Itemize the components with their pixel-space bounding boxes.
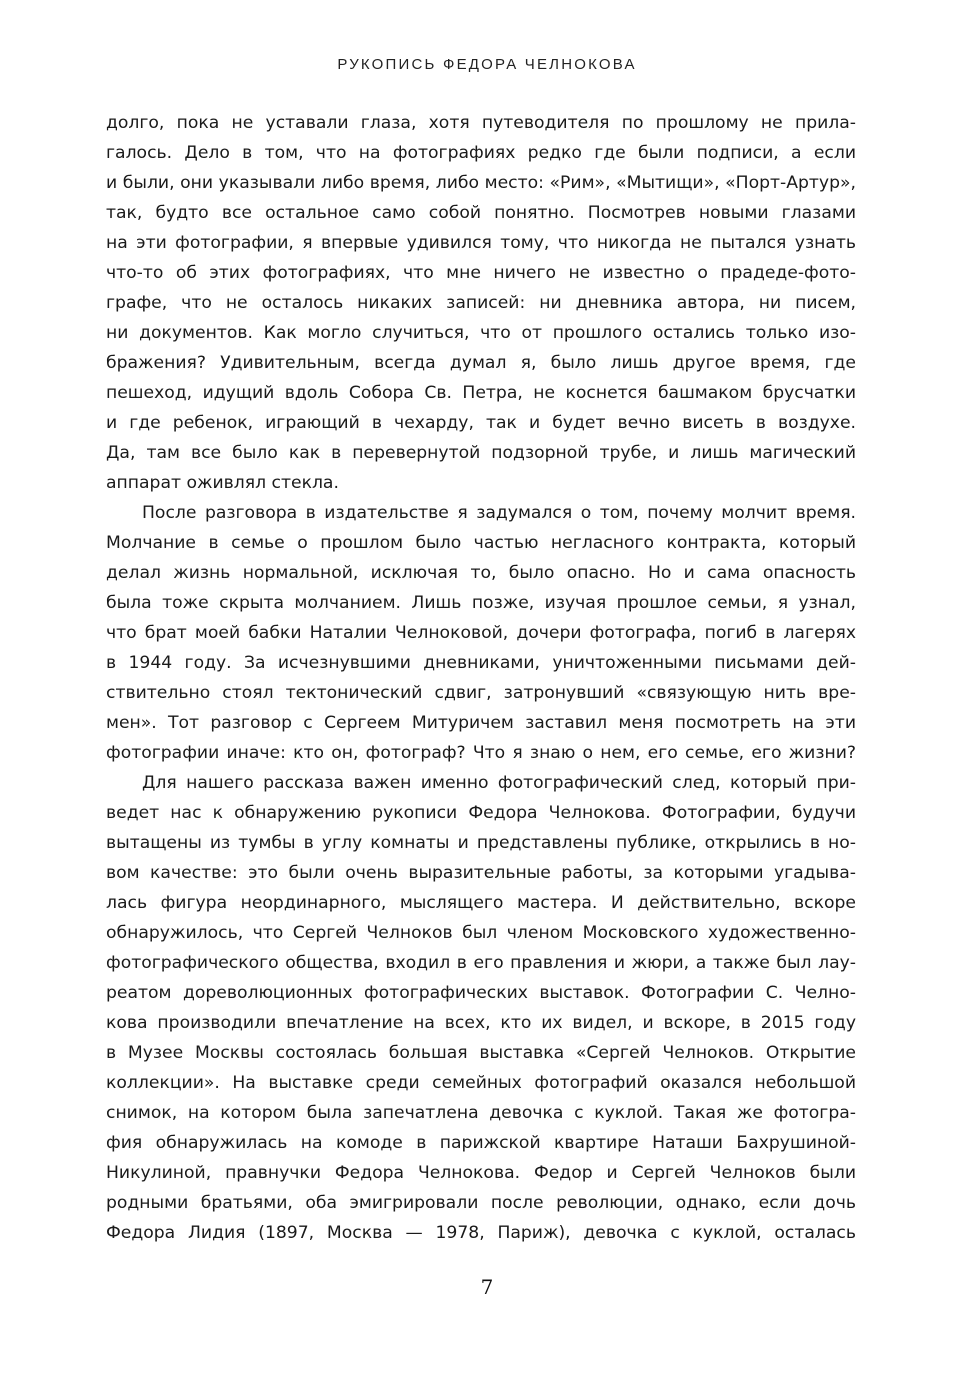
text-line: мен». Тот разговор с Сергеем Митуричем заставил меня посмотреть на эти	[106, 713, 856, 733]
text-line: родными братьями, оба эмигрировали после революции, однако, если дочь	[106, 1193, 856, 1213]
running-head: РУКОПИСЬ ФЕДОРА ЧЕЛНОКОВА	[337, 56, 637, 73]
text-line: ни документов. Как могло случиться, что от прошлого остались только изо-	[106, 323, 856, 343]
text-line: и где ребенок, играющий в чехарду, так и будет вечно висеть в воздухе.	[106, 413, 856, 433]
body-text	[106, 108, 856, 1248]
text-line: что-то об этих фотографиях, что мне ничего не известно о прадеде-фото-	[106, 263, 856, 283]
text-line: галось. Дело в том, что на фотографиях редко где были подписи, а если	[106, 143, 856, 163]
text-line: на эти фотографии, я впервые удивился тому, что никогда не пытался узнать	[106, 233, 856, 253]
text-line: пешеход, идущий вдоль Собора Св. Петра, не коснется башмаком брусчатки	[106, 383, 856, 403]
text-line: кова производили впечатление на всех, кто их видел, и вскоре, в 2015 году	[106, 1013, 856, 1033]
text-line: Федора Лидия (1897, Москва — 1978, Париж), девочка с куклой, осталась	[106, 1223, 856, 1243]
text-line: ведет нас к обнаружению рукописи Федора Челнокова. Фотографии, будучи	[106, 803, 856, 823]
text-line: фотографического общества, входил в его правления и жюри, а также был лау-	[106, 953, 856, 973]
paragraph-first-line: После разговора в издательстве я задумался о том, почему молчит время.	[142, 503, 856, 523]
text-line: лась фигура неординарного, мыслящего мастера. И действительно, вскоре	[106, 893, 856, 913]
text-line: делал жизнь нормальной, исключая то, было опасно. Но и сама опасность	[106, 563, 856, 583]
paragraph-first-line: Для нашего рассказа важен именно фотографический след, который при-	[142, 773, 856, 793]
text-line: вом качестве: это были очень выразительные работы, за которыми угадыва-	[106, 863, 856, 883]
text-line: обнаружилось, что Сергей Челноков был членом Московского художественно-	[106, 923, 856, 943]
paragraph-end-line: фотографии иначе: кто он, фотограф? Что я знаю о нем, его семье, его жизни?	[106, 743, 856, 763]
text-line: так, будто все остальное само собой понятно. Посмотрев новыми глазами	[106, 203, 856, 223]
text-line: реатом дореволюционных фотографических выставок. Фотографии С. Челно-	[106, 983, 856, 1003]
page-number: 7	[480, 1275, 494, 1299]
text-line: в Музее Москвы состоялась большая выставка «Сергей Челноков. Открытие	[106, 1043, 856, 1063]
text-line: в 1944 году. За исчезнувшими дневниками, уничтоженными письмами дей-	[106, 653, 856, 673]
text-line: Никулиной, правнучки Федора Челнокова. Федор и Сергей Челноков были	[106, 1163, 856, 1183]
text-line: была тоже скрыта молчанием. Лишь позже, изучая прошлое семьи, я узнал,	[106, 593, 856, 613]
text-line: Да, там все было как в перевернутой подзорной трубе, и лишь магический	[106, 443, 856, 463]
text-line: фия обнаружилась на комоде в парижской квартире Наташи Бахрушиной-	[106, 1133, 856, 1153]
text-line: коллекции». На выставке среди семейных фотографий оказался небольшой	[106, 1073, 856, 1093]
text-line: графе, что не осталось никаких записей: ни дневника автора, ни писем,	[106, 293, 856, 313]
text-line: бражения? Удивительным, всегда думал я, было лишь другое время, где	[106, 353, 856, 373]
text-line: Молчание в семье о прошлом было частью негласного контракта, который	[106, 533, 856, 553]
text-line: снимок, на котором была запечатлена девочка с куклой. Такая же фотогра-	[106, 1103, 856, 1123]
text-line: долго, пока не уставали глаза, хотя путеводителя по прошлому не прила-	[106, 113, 856, 133]
text-line: вытащены из тумбы в углу комнаты и представлены публике, открылись в но-	[106, 833, 856, 853]
text-line: и были, они указывали либо время, либо место: «Рим», «Мытищи», «Порт-Артур»,	[106, 173, 856, 193]
paragraph-end-line: аппарат оживлял стекла.	[106, 473, 339, 493]
text-line: ствительно стоял тектонический сдвиг, затронувший «связующую нить вре-	[106, 683, 856, 703]
text-line: что брат моей бабки Наталии Челноковой, дочери фотографа, погиб в лагерях	[106, 623, 856, 643]
